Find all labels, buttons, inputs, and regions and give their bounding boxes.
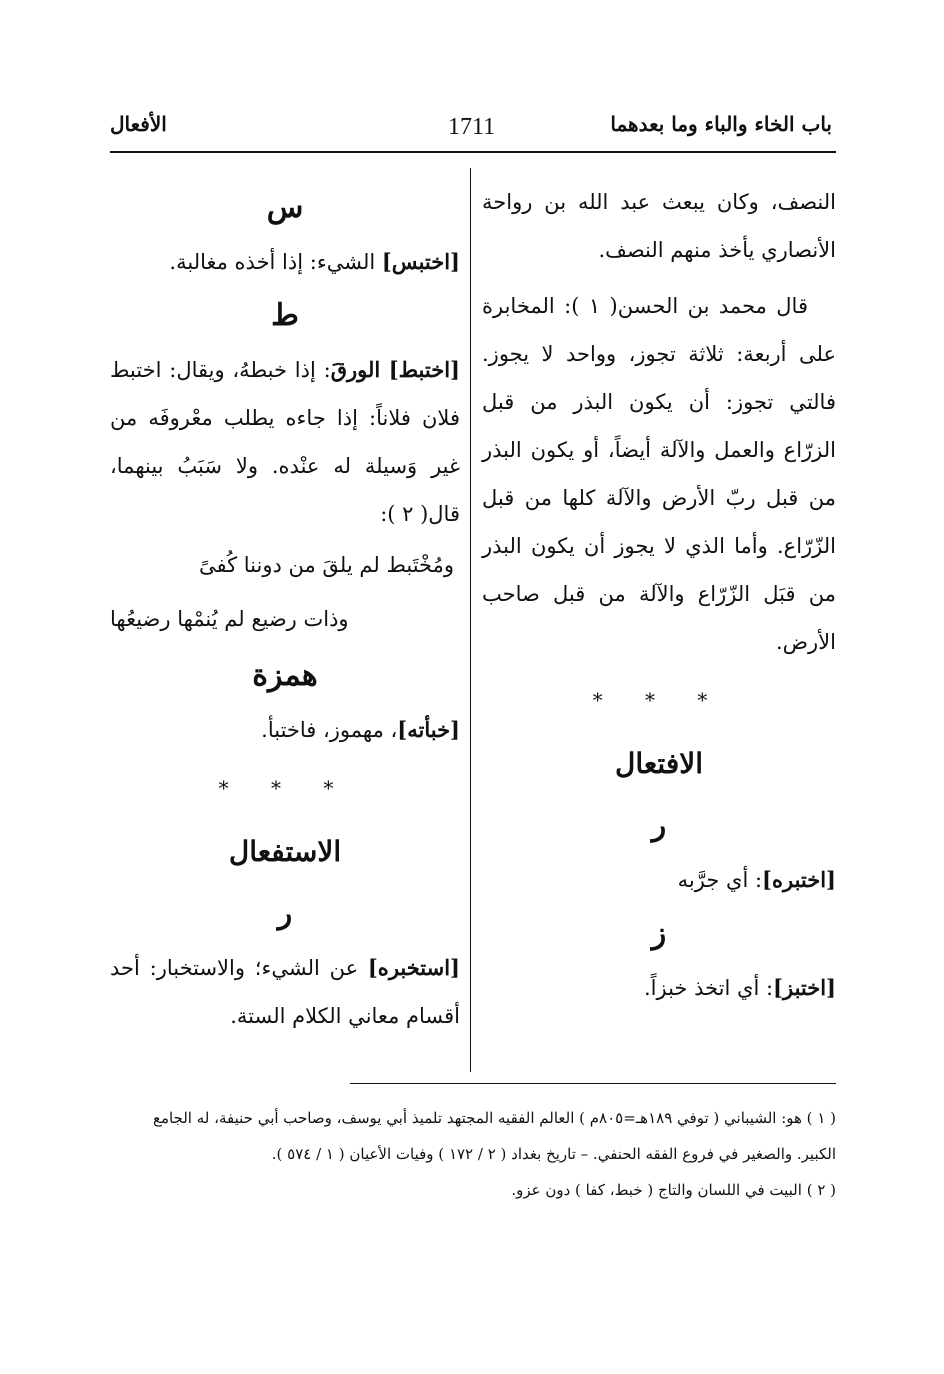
entry-text: : إذا خبطهُ، ويقال: اختبط فلان فلاناً: إذا جاءه يطلب معْروفَه من غير وَسيلة له عنْده. ولا سَبَبُ بينهما، قال( ٢ ): [110, 358, 460, 526]
entry-keyword: [اختبز] [773, 975, 836, 1000]
entry-text: عن الشيء؛ والاستخبار: أحد أقسام معاني الكلام الستة. [110, 956, 460, 1028]
letter-heading-ra: ر [651, 808, 667, 843]
entry-keyword: [استخبره] [367, 955, 460, 980]
letter-heading-zay: ز [651, 916, 667, 951]
entry-keyword: [اختبره] [762, 867, 836, 892]
letter-heading-ta: ط [271, 298, 299, 333]
letter-heading-ra: ر [277, 896, 293, 931]
footnote-2: ( ٢ ) البيت في اللسان والتاج ( خبط، كفا ) دون عزو. [511, 1181, 836, 1199]
section-heading-iftial: الافتعال [615, 747, 703, 780]
section-heading-istifal: الاستفعال [228, 835, 342, 868]
section-divider-stars: * * * [218, 776, 352, 800]
entry-ikhtabasa [110, 238, 460, 286]
entry-text: ، مهموز، فاختبأ. [261, 718, 398, 742]
page-number: 1711 [448, 114, 496, 140]
verse-hemistich-second: وذات رضيع لم يُنمْها رضيعُها [110, 607, 349, 631]
entry-istakhbarahu [110, 944, 460, 1040]
entry-ikhtabarahu [482, 856, 836, 904]
entry-keyword: [اختبط] الورقَ [330, 357, 460, 382]
running-head-chapter: باب الخاء والباء وما بعدهما [610, 112, 832, 136]
entry-text: : أي جرَّبه [677, 868, 763, 892]
header-rule [110, 151, 836, 153]
entry-ikhtabaza [482, 964, 836, 1012]
section-divider-stars: * * * [592, 688, 726, 712]
left-column [110, 178, 460, 1040]
entry-ikhtabata [110, 346, 460, 538]
entry-keyword: [اختبس] [381, 249, 460, 274]
column-separator [470, 168, 471, 1072]
letter-heading-hamza: همزة [252, 658, 318, 693]
entry-text: : أي اتخذ خبزاً. [644, 976, 774, 1000]
letter-heading-sin: س [266, 190, 304, 225]
entry-text: الشيء: إذا أخذه مغالبة. [169, 250, 382, 274]
paragraph-nasf: النصف، وكان يبعث عبد الله بن رواحة الأنصاري يأخذ منهم النصف. [482, 190, 836, 262]
footnote-rule [350, 1083, 836, 1084]
footnote-1-line-2: الكبير. والصغير في فروع الفقه الحنفي. – تاريخ بغداد ( ٢ / ١٧٢ ) وفيات الأعيان ( ١ / ٥٧٤ ). [271, 1145, 836, 1163]
entry-keyword: [خبأته] [397, 717, 460, 742]
footnote-1-line-1: ( ١ ) هو: الشيباني ( توفي ١٨٩هـ=٨٠٥م ) العالم الفقيه المجتهد تلميذ أبي يوسف، وصاحب أبي حنيفة، له الجامع [152, 1109, 836, 1127]
running-head-section: الأفعال [110, 112, 167, 136]
paragraph-mukhabara: قال محمد بن الحسن( ١ ): المخابرة على أربعة: ثلاثة تجوز، وواحد لا يجوز. فالتي تجوز: أن يكون البذر من قبل الزرّاع والعمل والآلة أيضاً، أو يكون البذر من قبل ربّ الأرض والآلة كلها من قبل الزّرّاع. وأما الذي لا يجوز أن يكون البذر من قبَل الزّرّاع والآلة من قبل صاحب الأرض. [482, 294, 836, 654]
entry-khabatuhu [110, 706, 460, 754]
footnotes [110, 1100, 836, 1208]
right-column [482, 178, 836, 1012]
verse-hemistich-first: ومُخْتَبط لم يلقَ من دوننا كُفىً [198, 553, 454, 577]
